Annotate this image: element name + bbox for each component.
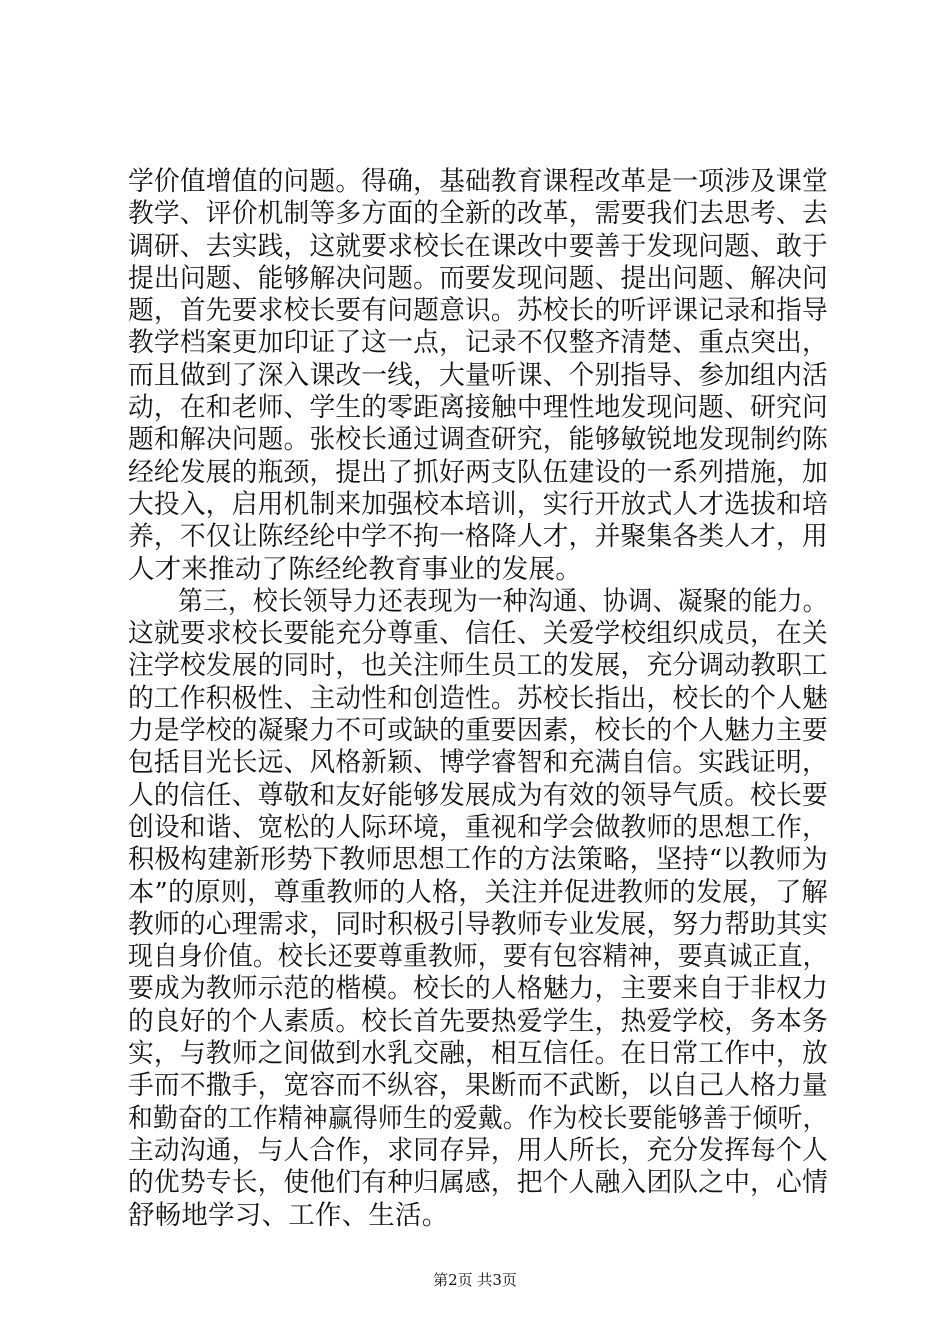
text-line: 力是学校的凝聚力不可或缺的重要因素，校长的个人魅力主要 — [128, 715, 828, 747]
text-line: 要成为教师示范的楷模。校长的人格魅力，主要来自于非权力 — [128, 973, 828, 1005]
text-line: 经纶发展的瓶颈，提出了抓好两支队伍建设的一系列措施，加 — [128, 456, 828, 488]
text-line: 教师的心理需求，同时积极引导教师专业发展，努力帮助其实 — [128, 908, 828, 940]
text-line: 的优势专长，使他们有种归属感，把个人融入团队之中，心情 — [128, 1167, 828, 1199]
text-line: 注学校发展的同时，也关注师生员工的发展，充分调动教职工 — [128, 650, 828, 682]
text-line: 学价值增值的问题。得确，基础教育课程改革是一项涉及课堂 — [128, 166, 828, 197]
text-line: 的良好的个人素质。校长首先要热爱学生，热爱学校，务本务 — [128, 1005, 828, 1037]
text-line: 调研、去实践，这就要求校长在课改中要善于发现问题、敢于 — [128, 230, 828, 262]
text-line: 动，在和老师、学生的零距离接触中理性地发现问题、研究问 — [128, 392, 828, 424]
text-line: 现自身价值。校长还要尊重教师，要有包容精神，要真诚正直， — [128, 941, 828, 973]
text-line: 大投入，启用机制来加强校本培训，实行开放式人才选拔和培 — [128, 488, 828, 520]
text-line: 手而不撒手，宽容而不纵容，果断而不武断，以自己人格力量 — [128, 1070, 828, 1102]
text-line: 创设和谐、宽松的人际环境，重视和学会做教师的思想工作， — [128, 811, 828, 843]
text-line: 主动沟通，与人合作，求同存异，用人所长，充分发挥每个人 — [128, 1134, 828, 1166]
text-line: 第三，校长领导力还表现为一种沟通、协调、凝聚的能力。 — [128, 585, 828, 617]
text-line: 实，与教师之间做到水乳交融，相互信任。在日常工作中，放 — [128, 1038, 828, 1070]
text-line: 题和解决问题。张校长通过调查研究，能够敏锐地发现制约陈 — [128, 424, 828, 456]
text-line: 提出问题、能够解决问题。而要发现问题、提出问题、解决问 — [128, 262, 828, 294]
text-line: 这就要求校长要能充分尊重、信任、关爱学校组织成员，在关 — [128, 618, 828, 650]
text-line: 题，首先要求校长要有问题意识。苏校长的听评课记录和指导 — [128, 295, 828, 327]
text-line: 积极构建新形势下教师思想工作的方法策略，坚持“以教师为 — [128, 844, 828, 876]
text-line: 而且做到了深入课改一线，大量听课、个别指导、参加组内活 — [128, 359, 828, 391]
text-line: 的工作积极性、主动性和创造性。苏校长指出，校长的个人魅 — [128, 682, 828, 714]
page-footer: 第2页 共3页 — [433, 1271, 517, 1289]
text-line: 人才来推动了陈经纶教育事业的发展。 — [128, 553, 582, 585]
text-line: 本”的原则，尊重教师的人格，关注并促进教师的发展，了解 — [128, 876, 828, 908]
text-line: 教学、评价机制等多方面的全新的改革，需要我们去思考、去 — [128, 198, 828, 230]
text-line: 舒畅地学习、工作、生活。 — [128, 1199, 449, 1231]
text-line: 教学档案更加印证了这一点，记录不仅整齐清楚、重点突出， — [128, 327, 828, 359]
text-line: 养，不仅让陈经纶中学不拘一格降人才，并聚集各类人才，用 — [128, 521, 828, 553]
text-line: 和勤奋的工作精神赢得师生的爱戴。作为校长要能够善于倾听， — [128, 1102, 828, 1134]
body-text — [128, 166, 828, 1232]
text-line: 人的信任、尊敬和友好能够发展成为有效的领导气质。校长要 — [128, 779, 828, 811]
text-line: 包括目光长远、风格新颖、博学睿智和充满自信。实践证明， — [128, 747, 828, 779]
